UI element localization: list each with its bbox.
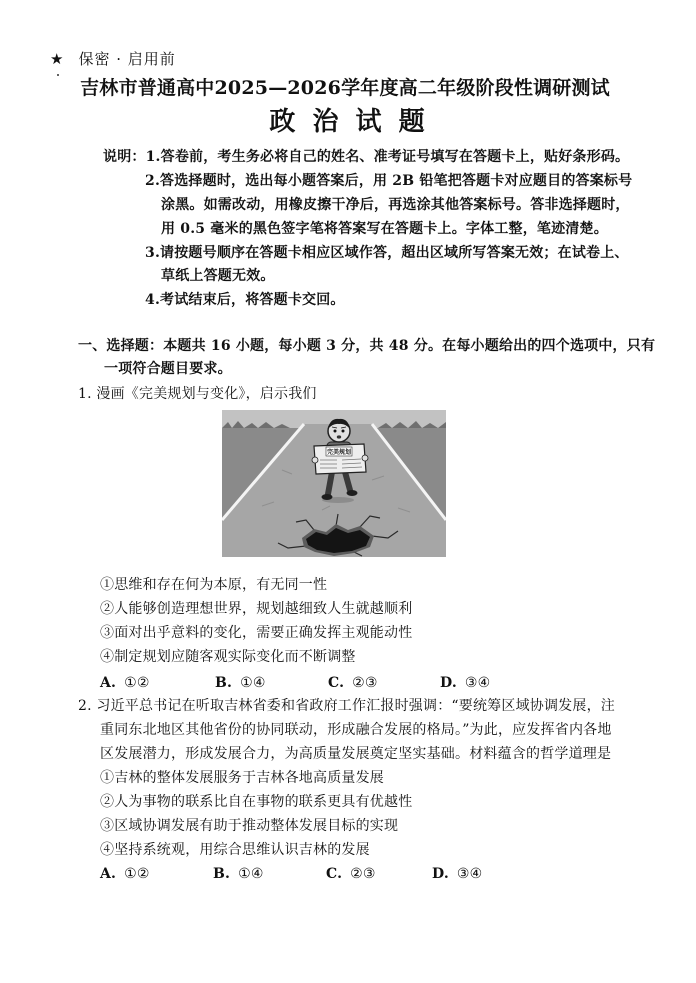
option-a xyxy=(100,674,150,692)
confidential-label: 保密 · 启用前 xyxy=(78,50,176,68)
person-eye-left xyxy=(334,430,337,433)
option-letter: A. xyxy=(100,675,117,691)
option-letter: C. xyxy=(326,866,343,882)
star-icon: ★ xyxy=(50,50,65,68)
option-letter: B. xyxy=(213,866,231,882)
instruction-text: 1.答卷前，考生务必将自己的姓名、准考证号填写在答题卡上，贴好条形码。 xyxy=(145,149,630,165)
person-shoe-right xyxy=(347,490,358,496)
instructions-label: 说明： xyxy=(103,149,146,165)
option-b xyxy=(213,865,264,883)
option-choice: ③④ xyxy=(464,675,491,691)
cartoon-illustration xyxy=(222,410,446,557)
person-hand-left xyxy=(312,457,318,463)
exam-title: 吉林市普通高中2025—2026学年度高二年级阶段性调研测试 xyxy=(80,77,610,99)
instruction-line: 3.请按题号顺序在答题卡相应区域作答，超出区域所写答案无效；在试卷上、 xyxy=(145,245,629,261)
statement: ④制定规划应随客观实际变化而不断调整 xyxy=(100,649,356,665)
statement: ①思维和存在何为本原，有无同一性 xyxy=(100,577,328,593)
instruction-line: 用 0.5 毫米的黑色签字笔将答案写在答题卡上。字体工整，笔迹清楚。 xyxy=(161,221,608,237)
scan-dot xyxy=(57,74,59,76)
instruction-line: 2.答选择题时，选出每小题答案后，用 2B 铅笔把答题卡对应题目的答案标号 xyxy=(145,173,633,189)
question-stem: 重同东北地区其他省份的协同联动，形成融合发展的格局。”为此，应发挥省内各地 xyxy=(100,722,612,738)
section-heading: 一项符合题目要求。 xyxy=(104,361,232,377)
subject-title: 政 治 试 题 xyxy=(269,107,429,137)
person-mouth xyxy=(337,435,341,438)
person-leg-left xyxy=(328,472,332,494)
question-stem: 2. 习近平总书记在听取吉林省委和省政府工作汇报时强调：“要统筹区域协调发展，注 xyxy=(78,698,615,714)
person-shoe-left xyxy=(322,494,333,500)
statement: ④坚持系统观，用综合思维认识吉林的发展 xyxy=(100,842,370,858)
option-letter: C. xyxy=(328,675,345,691)
statement: ③面对出乎意料的变化，需要正确发挥主观能动性 xyxy=(100,625,413,641)
option-a xyxy=(100,865,150,883)
option-c xyxy=(328,674,378,692)
option-choice: ①④ xyxy=(238,866,264,882)
person-eye-right xyxy=(342,430,345,433)
statement: ②人能够创造理想世界，规划越细致人生就越顺利 xyxy=(100,601,413,617)
section-heading: 一、选择题：本题共 16 小题，每小题 3 分，共 48 分。在每小题给出的四个选项中，只有 xyxy=(78,338,656,354)
newspaper-headline: 完美规划 xyxy=(326,449,352,456)
option-choice: ①② xyxy=(124,866,150,882)
instruction-line: 4.考试结束后，将答题卡交回。 xyxy=(145,292,345,308)
option-choice: ③④ xyxy=(456,866,483,882)
option-choice: ②③ xyxy=(350,866,376,882)
option-d xyxy=(440,674,490,692)
option-choice: ②③ xyxy=(352,675,378,691)
option-choice: ①② xyxy=(124,675,150,691)
option-choice: ①④ xyxy=(240,675,266,691)
option-b xyxy=(215,674,266,692)
option-letter: B. xyxy=(215,675,233,691)
option-c xyxy=(326,865,376,883)
statement: ②人为事物的联系比自在事物的联系更具有优越性 xyxy=(100,794,413,810)
statement: ①吉林的整体发展服务于吉林各地高质量发展 xyxy=(100,770,384,786)
confidential-header xyxy=(50,50,176,68)
question-stem: 1. 漫画《完美规划与变化》，启示我们 xyxy=(78,386,317,402)
person-hand-right xyxy=(362,455,368,461)
question-stem: 区发展潜力，形成发展合力，为高质量发展奠定坚实基础。材料蕴含的哲学道理是 xyxy=(100,746,612,762)
option-letter: A. xyxy=(100,866,117,882)
option-d xyxy=(432,865,482,883)
statement: ③区域协调发展有助于推动整体发展目标的实现 xyxy=(100,818,399,834)
option-letter: D. xyxy=(432,866,449,882)
instruction-line: 草纸上答题无效。 xyxy=(161,268,275,284)
option-letter: D. xyxy=(440,675,457,691)
instruction-line: 涂黑。如需改动，用橡皮擦干净后，再选涂其他答案标号。答非选择题时， xyxy=(161,197,630,213)
instruction-line xyxy=(103,148,629,166)
